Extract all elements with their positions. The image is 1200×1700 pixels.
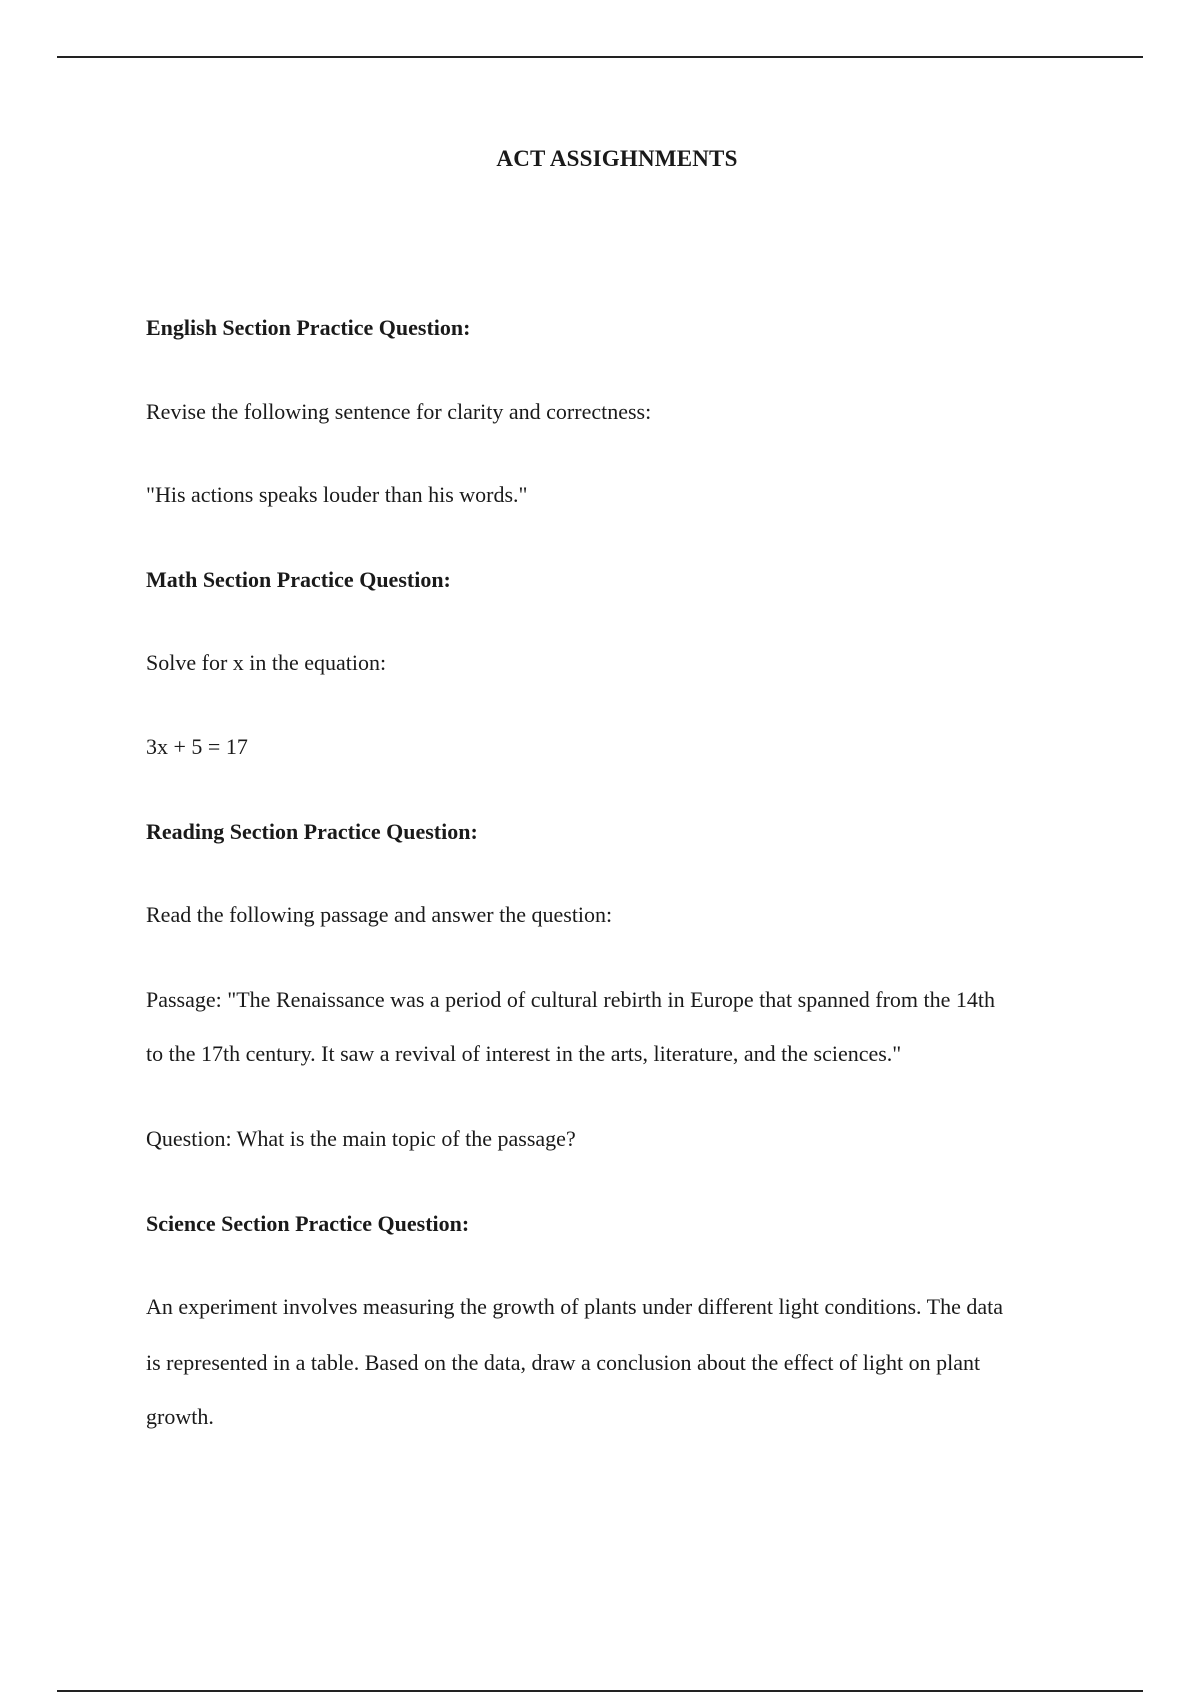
science-text-line-2: is represented in a table. Based on the data, draw a conclusion about the effect of light on plant — [146, 1350, 981, 1375]
science-text-line-1: An experiment involves measuring the growth of plants under different light conditions. The data — [146, 1294, 1003, 1319]
bottom-rule — [57, 1690, 1143, 1692]
reading-passage-line-2: to the 17th century. It saw a revival of interest in the arts, literature, and the sciences." — [146, 1041, 902, 1066]
math-section-heading: Math Section Practice Question: — [146, 567, 451, 592]
math-instruction: Solve for x in the equation: — [146, 650, 387, 675]
reading-instruction: Read the following passage and answer the question: — [146, 902, 613, 927]
reading-passage-line-1: Passage: "The Renaissance was a period of cultural rebirth in Europe that spanned from the 14th — [146, 987, 995, 1012]
document-title: ACT ASSIGHNMENTS — [496, 146, 738, 171]
top-rule — [57, 56, 1143, 58]
reading-question: Question: What is the main topic of the passage? — [146, 1126, 576, 1151]
english-instruction: Revise the following sentence for clarity and correctness: — [146, 399, 652, 424]
english-sentence: "His actions speaks louder than his words." — [146, 482, 528, 507]
science-text-line-3: growth. — [146, 1404, 214, 1429]
english-section-heading: English Section Practice Question: — [146, 315, 471, 340]
math-equation: 3x + 5 = 17 — [146, 734, 248, 759]
reading-section-heading: Reading Section Practice Question: — [146, 819, 478, 844]
science-section-heading: Science Section Practice Question: — [146, 1211, 470, 1236]
